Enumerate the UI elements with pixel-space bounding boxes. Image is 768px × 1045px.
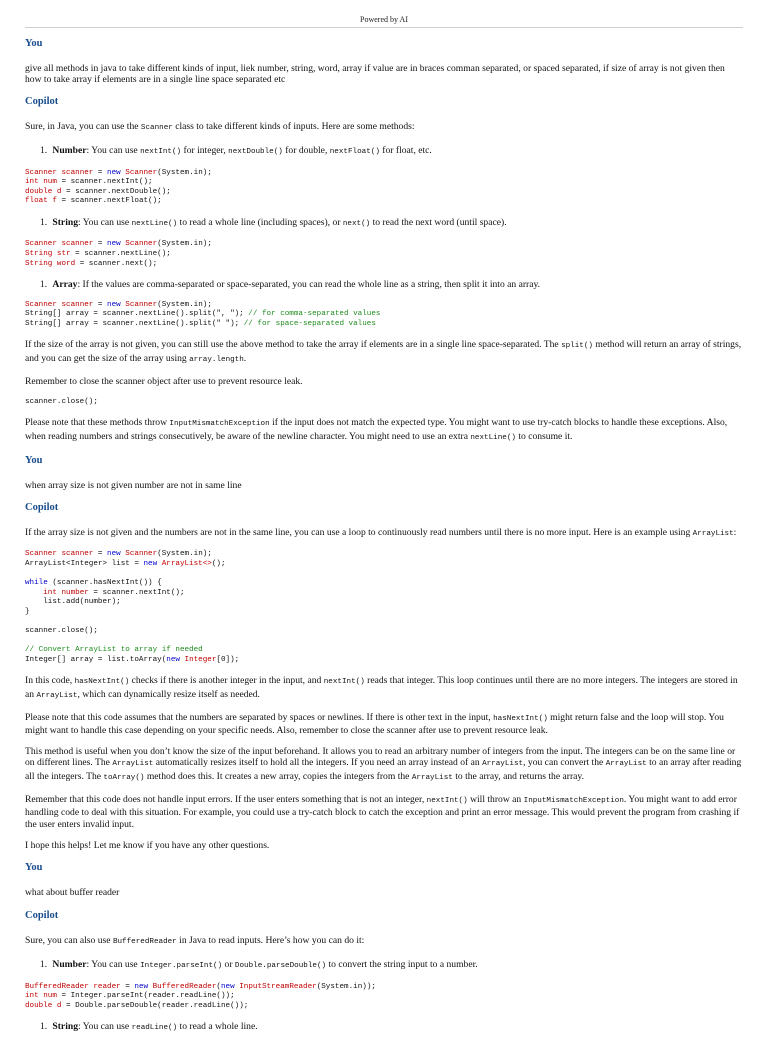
copilot-intro: If the array size is not given and the numbers are not in the same line, you can use a loop to continuously read numbers until there is no more input. Here is an example using ArrayList: [25,527,737,539]
code-block-bufferedreader: BufferedReader reader = new BufferedReader(new InputStreamReader(System.in)); int num = Integer.parseInt(reader.readLine()); double d = Double.parseDouble(reader.readLine()); [25,982,376,1010]
list-item-string: 1. String: You can use nextLine() to read a whole line (including spaces), or next() to read the next word (until space). [40,217,507,228]
speaker-label-user: You [25,862,43,874]
copilot-intro: Sure, in Java, you can use the Scanner class to take different kinds of inputs. Here are some methods: [25,121,415,133]
code-block-scanner-array: Scanner scanner = new Scanner(System.in); String[] array = scanner.nextLine().split(", "); // for comma-separated values String[] array = scanner.nextLine().split(" "); // for space-separated values [25,300,381,328]
inline-code: Scanner [140,124,173,133]
list-item-array: 1. Array: If the values are comma-separated or space-separated, you can read the whole line as a string, then split it into an array. [40,279,541,291]
paragraph-error-handling: Remember that this code does not handle input errors. If the user enters something that is not an integer, nextInt() will throw an InputMismatchException. You might want to add error handling code to deal with this situation. For example, you could use a try-catch block to catch the exception and print an error message. This would prevent the program from crashing if the user enters invalid input. [25,793,740,830]
paragraph-method-usefulness: This method is useful when you don’t know the size of the input beforehand. It allows you to read an arbitrary number of integers from the input. The integers can be on the same line or on different lines. The ArrayList automatically resizes itself to hold all the integers. If you need an array instead of an ArrayList, you can convert the ArrayList to an array after reading all the integers. The toArray() method does this. It creates a new array, copies the integers from the ArrayList to the array, and returns the array. [25,746,742,782]
paragraph-closing: I hope this helps! Let me know if you have any other questions. [25,839,270,851]
speaker-label-user: You [25,38,43,49]
paragraph-array-size: If the size of the array is not given, you can still use the above method to take the array if elements are in a single line space-separated. The split() method will return an array of strings, and you can get the size of the array using array.length. [25,339,742,364]
list-item-string: 1. String: You can use readLine() to read a whole line. [40,1021,258,1033]
paragraph-code-explanation: In this code, hasNextInt() checks if there is another integer in the input, and nextInt() reads that integer. This loop continues until there are no more integers. The integers are stored in an ArrayList, which can dynamically resize itself as needed. [25,675,738,700]
speaker-label-copilot: Copilot [25,502,59,514]
page-header: Powered by AI [360,15,408,24]
speaker-label-user: You [25,454,43,466]
paragraph-close-scanner: Remember to close the scanner object after use to prevent resource leak. [25,375,303,387]
user-message: when array size is not given number are not in same line [25,479,242,491]
code-block-arraylist-loop: Scanner scanner = new Scanner(System.in); ArrayList<Integer> list = new ArrayList<>(); while (scanner.hasNextInt()) { int number = scanner.nextInt(); list.add(number); } scanner.close(); // Convert ArrayList to array if needed Integer[] array = list.toArray(new Integer[0]); [25,550,240,664]
paragraph-exceptions: Please note that these methods throw InputMismatchException if the input does not match the expected type. You might want to use try-catch blocks to handle these exceptions. Also, when reading numbers and strings consecutively, be aware of the newline character. You might need to use an extra nextLine() to consume it. [25,417,728,442]
code-block-scanner-number: Scanner scanner = new Scanner(System.in); int num = scanner.nextInt(); double d = scanner.nextDouble(); float f = scanner.nextFloat(); [25,168,212,206]
list-item-number: 1. Number: You can use nextInt() for integer, nextDouble() for double, nextFloat() for float, etc. [40,145,432,157]
code-block-scanner-string: Scanner scanner = new Scanner(System.in); String str = scanner.nextLine(); String word = scanner.next(); [25,240,212,268]
header-divider [25,27,743,28]
copilot-intro: Sure, you can also use BufferedReader in Java to read inputs. Here’s how you can do it: [25,935,365,947]
list-item-number: 1. Number: You can use Integer.parseInt() or Double.parseDouble() to convert the string input to a number. [40,959,478,971]
user-message: give all methods in java to take different kinds of input, liek number, string, word, array if value are in braces comman separated, or spaced separated, if size of array is not given then how to take array if elements are in a single line space separated etc [25,63,725,86]
speaker-label-copilot: Copilot [25,910,59,922]
paragraph-assumptions: Please note that this code assumes that the numbers are separated by spaces or newlines. If there is other text in the input, hasNextInt() might return false and the loop will stop. You might want to handle this case depending on your specific needs. Also, remember to close the scanner after use to prevent resource leak. [25,711,724,737]
chat-transcript [25,37,743,1045]
code-block-scanner-close: scanner.close(); [25,397,98,406]
speaker-label-copilot: Copilot [25,96,59,108]
user-message: what about buffer reader [25,887,120,899]
